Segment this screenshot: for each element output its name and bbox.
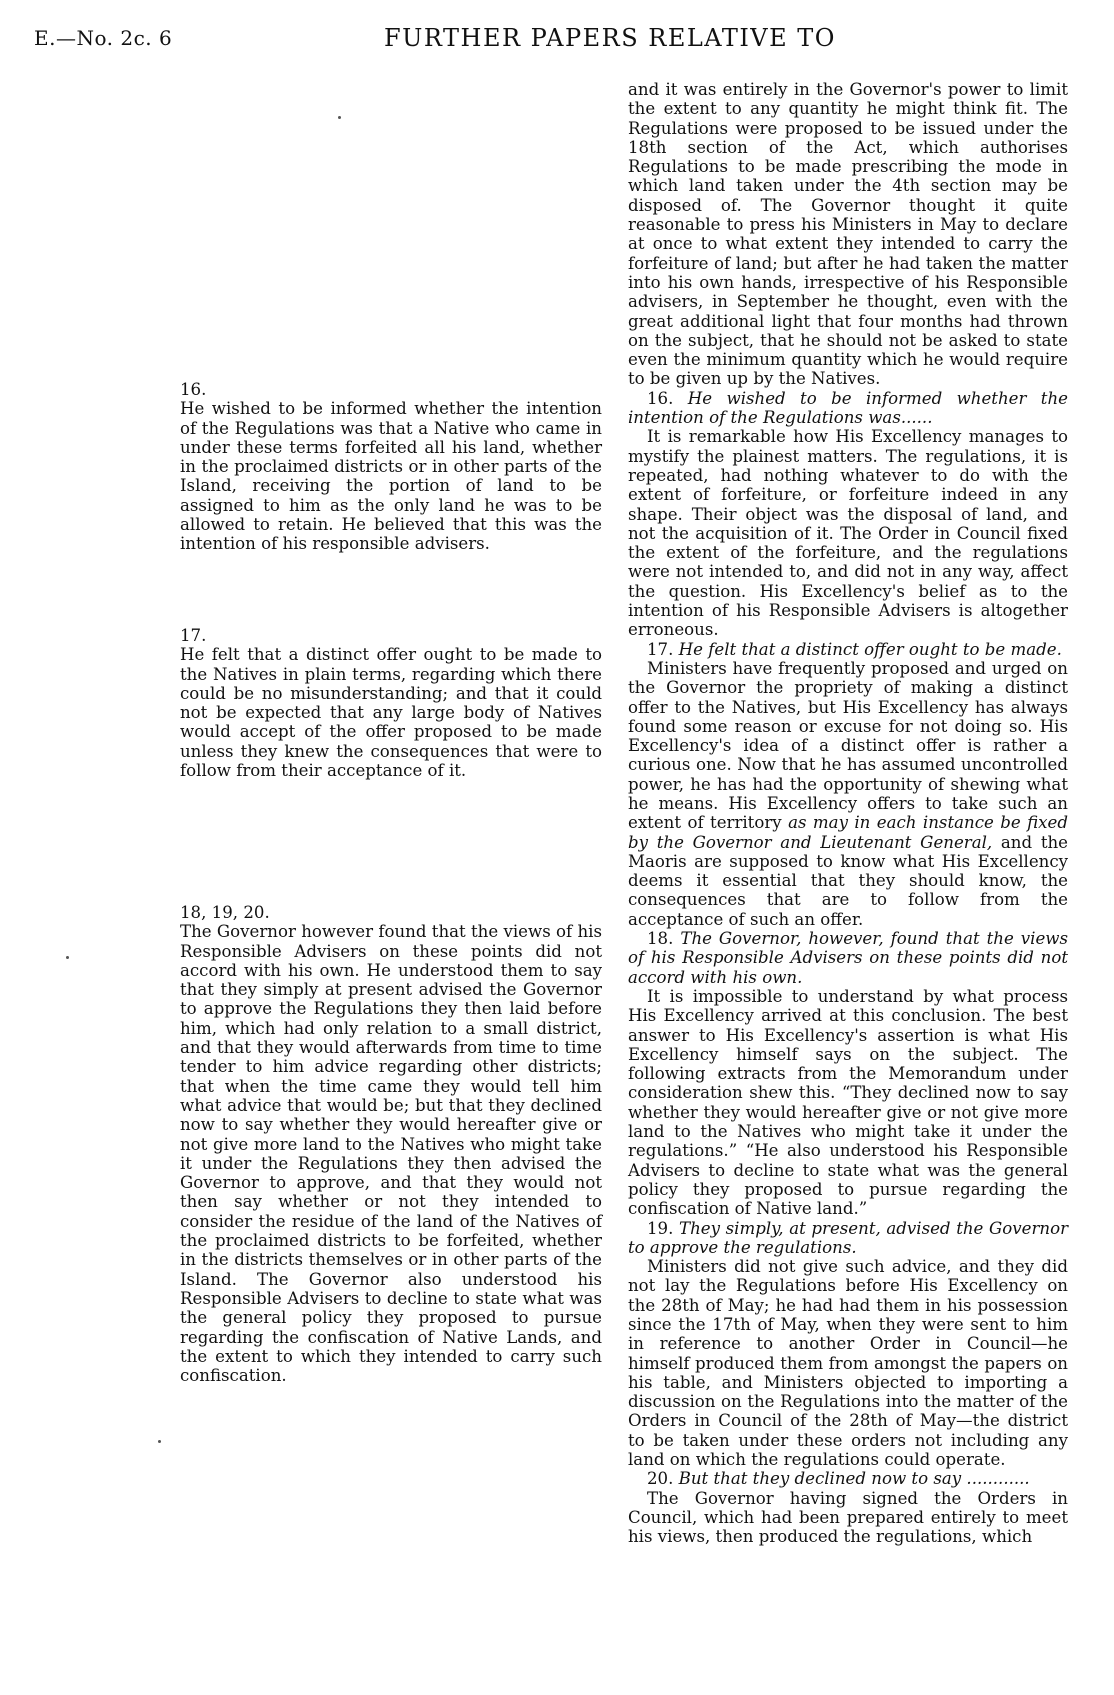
para-number: 18, 19, 20. <box>180 903 270 922</box>
right-column <box>628 80 1068 1547</box>
reply-16-heading: 16. He wished to be informed whether the intention of the Regulations was...... <box>628 388 1068 428</box>
reply-19-heading: 19. They simply, at present, advised the Governor to approve the regulations. <box>628 1218 1069 1257</box>
para-text: The Governor however found that the views of his Responsible Advisers on these points did not accord with his own. He understood them to say that they simply at present advised the Governor to approve the Regulations they then laid before him, which had only relation to a small district, and that they would afterwards from time to time tender to him advice regarding other districts; that when the time came they would tell him what advice that would be; but that they declined now to say whether they would hereafter give or not give more land to the Natives who might take it under the Regulations they then advised the Governor to approve, and that they would not then say whether or not they intended to consider the residue of the land of the Natives of the proclaimed districts to be forfeited, whether in the districts themselves or in other parts of the Island. The Governor also understood his Responsible Advisers to decline to state what was the general policy they proposed to pursue regarding the confiscation of Native Lands, and the extent to which they intended to carry such confiscation. <box>180 922 602 1386</box>
reply-19-body: Ministers did not give such advice, and they did not lay the Regulations before His Excellency on the 28th of May; he had had them in his possession since the 17th of May, when they were sent to him in reference to another Order in Council—he himself produced them from amongst the papers on his table, and Ministers objected to importing a discussion on the Regulations into the matter of the Orders in Council of the 28th of May—the district to be taken under these orders not including any land on which the regulations could operate. <box>628 1257 1068 1470</box>
print-speck <box>158 1440 161 1443</box>
reply-20-body: The Governor having signed the Orders in Council, which had been prepared entirely to meet his views, then produced the regulations, which <box>628 1488 1068 1547</box>
reply-20-heading: 20. But that they declined now to say ............ <box>647 1469 1030 1489</box>
para-text: He wished to be informed whether the intention of the Regulations was that a Native who came in under these terms forfeited all his land, whether in the proclaimed districts or in other parts of the Island, receiving the portion of land to be assigned to him as the only land he was to be allowed to retain. He believed that this was the intention of his responsible advisers. <box>180 399 602 554</box>
reply-18-body: It is impossible to understand by what process His Excellency arrived at this conclusion. The best answer to His Excellency's assertion is what His Excellency himself says on the subject. The following extracts from the Memorandum under consideration shew this. “They declined now to say whether they would hereafter give or not give more land to the Natives who might take it under the regulations.” “He also understood his Responsible Advisers to decline to state what was the general policy they proposed to pursue regarding the confiscation of Native land.” <box>628 986 1068 1219</box>
para-number: 17. <box>180 626 207 645</box>
left-para-16 <box>180 380 602 554</box>
page-title: FURTHER PAPERS RELATIVE TO <box>384 24 836 52</box>
reply-18-heading: 18. The Governor, however, found that the views of his Responsible Advisers on these points did not accord with his own. <box>628 929 1068 987</box>
left-para-17 <box>180 626 602 780</box>
reply-17-heading: 17. He felt that a distinct offer ought to be made. <box>647 639 1062 659</box>
para-text: He felt that a distinct offer ought to be made to the Natives in plain terms, regarding which there could be no misunderstanding; and that it could not be expected that any large body of Natives would accept of the offer proposed to be made unless they knew the consequences that were to follow from their acceptance of it. <box>180 645 602 781</box>
intro-paragraph: and it was entirely in the Governor's power to limit the extent to any quantity he might think fit. The Regulations were proposed to be issued under the 18th section of the Act, which authorises Regulations to be made prescribing the mode in which land taken under the 4th section may be disposed of. The Governor thought it quite reasonable to press his Ministers in May to declare at once to what extent they intended to carry the forfeiture of land; but after he had taken the matter into his own hands, irrespective of his Responsible advisers, in September he thought, even with the great additional light that four months had thrown on the subject, that he should not be asked to state even the minimum quantity which he would require to be given up by the Natives. <box>628 80 1068 389</box>
print-speck <box>66 956 69 959</box>
print-speck <box>338 116 341 119</box>
reply-17-body: Ministers have frequently proposed and urged on the Governor the propriety of making a distinct offer to the Natives, but His Excellency has always found some reason or excuse for not doing so. His Excellency's idea of a distinct offer is rather a curious one. Now that he has assumed uncontrolled power, he has had the opportunity of shewing what he means. His Excellency offers to take such an extent of territory as may in each instance be fixed by the Governor and Lieutenant General, and the Maoris are supposed to know what His Excellency deems it essential that they should know, the consequences that are to follow from the acceptance of such an offer. <box>628 658 1068 929</box>
left-para-18-20 <box>180 903 602 1385</box>
para-number: 16. <box>180 380 207 399</box>
reply-16-body: It is remarkable how His Excellency manages to mystify the plainest matters. The regulations, it is repeated, had nothing whatever to do with the extent of forfeiture, or forfeiture indeed in any shape. Their object was the disposal of land, and not the acquisition of it. The Order in Council fixed the extent of the forfeiture, and the regulations were not intended to, and did not in any way, affect the question. His Excellency's belief as to the intention of his Responsible Advisers is altogether erroneous. <box>628 427 1068 640</box>
page-reference: E.—No. 2c. 6 <box>34 26 173 50</box>
